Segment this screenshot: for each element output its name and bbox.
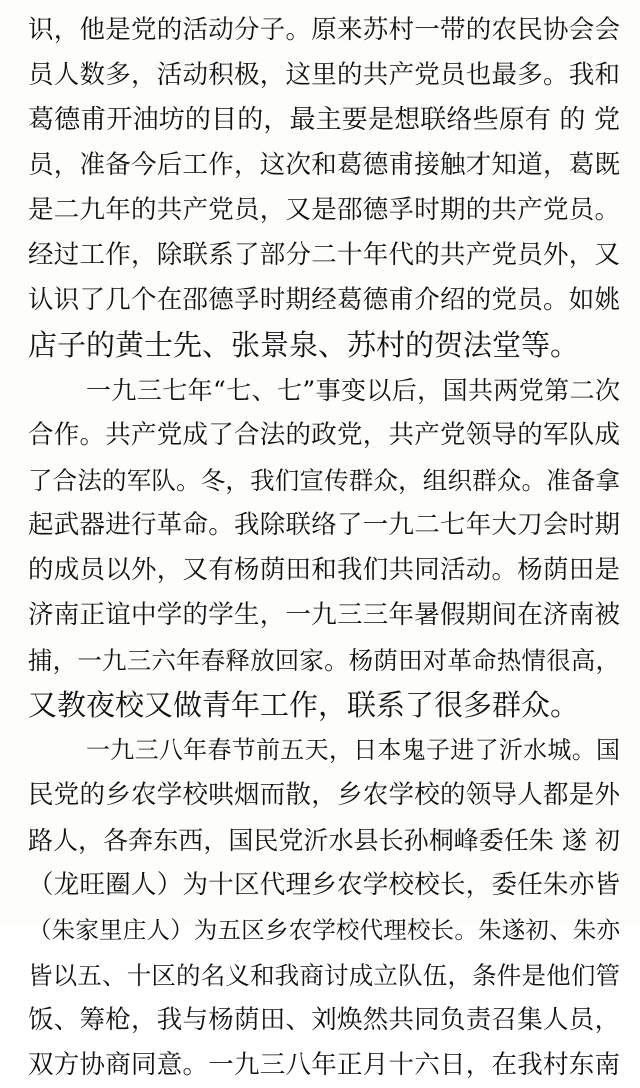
text-line: （朱家里庄人）为五区乡农学校代理校长。朱遂初、朱亦 bbox=[28, 916, 620, 944]
text-line: 济南正谊中学的学生，一九三三年暑假期间在济南被 bbox=[28, 600, 620, 630]
text-line: 认识了几个在邵德孚时期经葛德甫介绍的党员。如姚 bbox=[28, 285, 620, 315]
text-line: 起武器进行革命。我除联络了一九二七年大刀会时期 bbox=[28, 510, 620, 540]
text-line: 捕，一九三六年春释放回家。杨荫田对革命热情很高， bbox=[28, 646, 620, 675]
text-line: 合作。共产党成了合法的政党，共产党领导的军队成 bbox=[28, 420, 620, 450]
text-line: 的成员以外，又有杨荫田和我们共同活动。杨荫田是 bbox=[28, 555, 620, 585]
text-line: （龙旺圈人）为十区代理乡农学校校长，委任朱亦皆 bbox=[28, 870, 620, 900]
text-line: 识，他是党的活动分子。原来苏村一带的农民协会会 bbox=[28, 15, 620, 45]
text-line: 民党的乡农学校哄烟而散，乡农学校的领导人都是外 bbox=[28, 780, 620, 810]
text-line: 员，准备今后工作，这次和葛德甫接触才知道，葛既 bbox=[28, 150, 620, 180]
text-line: 员人数多，活动积极，这里的共产党员也最多。我和 bbox=[28, 60, 620, 90]
text-line: 一九三七年“七、七”事变以后，国共两党第二次 bbox=[86, 376, 620, 405]
text-line: 经过工作，除联系了部分二十年代的共产党员外，又 bbox=[28, 240, 620, 270]
text-line: 双方协商同意。一九三八年正月十六日，在我村东南 bbox=[28, 1050, 620, 1080]
text-line: 店子的黄士先、张景泉、苏村的贺法堂等。 bbox=[28, 328, 580, 362]
text-line: 了合法的军队。冬，我们宣传群众，组织群众。准备拿 bbox=[28, 466, 620, 495]
text-line: 饭、筹枪，我与杨荫田、刘焕然共同负责召集人员， bbox=[28, 1005, 620, 1035]
text-line: 又教夜校又做青年工作，联系了很多群众。 bbox=[28, 688, 580, 722]
text-line: 一九三八年春节前五天，日本鬼子进了沂水城。国 bbox=[86, 736, 620, 764]
text-line: 是二九年的共产党员，又是邵德孚时期的共产党员。 bbox=[28, 195, 620, 225]
text-line: 路人，各奔东西，国民党沂水县长孙桐峰委任朱 遂 初 bbox=[28, 826, 620, 855]
text-line: 皆以五、十区的名义和我商讨成立队伍，条件是他们管 bbox=[28, 961, 620, 990]
text-line: 葛德甫开油坊的目的，最主要是想联络些原有 的 党 bbox=[28, 105, 620, 135]
body-text bbox=[28, 8, 620, 1088]
